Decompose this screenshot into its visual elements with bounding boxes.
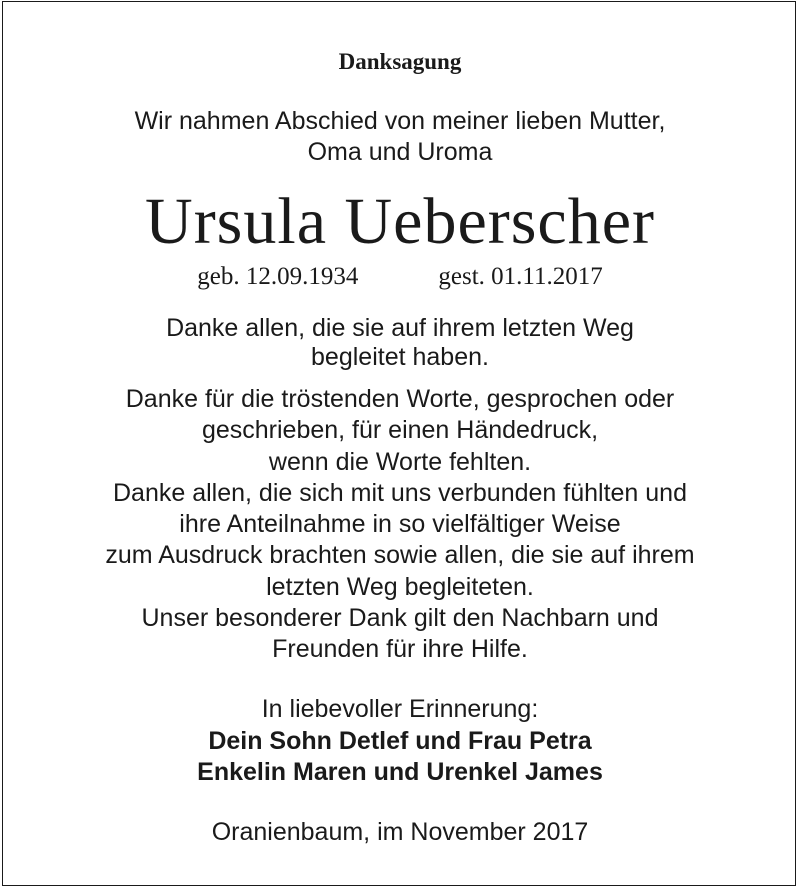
- life-dates: [0, 262, 800, 292]
- notice-heading: Danksagung: [338, 49, 462, 74]
- signatory-line-2: Enkelin Maren und Urenkel James: [197, 758, 603, 786]
- thanks-line-9: letzten Weg begleiteten.: [266, 573, 534, 601]
- remembrance-line: In liebevoller Erinnerung:: [261, 695, 539, 723]
- place-date: Oranienbaum, im November 2017: [211, 818, 589, 846]
- deceased-name: Ursula Ueberscher: [145, 185, 655, 258]
- death-date: gest. 01.11.2017: [438, 263, 603, 290]
- thanks-line-1: Danke allen, die sie auf ihrem letzten Weg: [166, 314, 634, 342]
- thanks-line-11: Freunden für ihre Hilfe.: [272, 635, 528, 663]
- intro-line-2: Oma und Uroma: [307, 138, 493, 166]
- birth-date: geb. 12.09.1934: [197, 263, 359, 290]
- thanks-line-8: zum Ausdruck brachten sowie allen, die sie auf ihrem: [105, 541, 695, 569]
- thanks-line-5: wenn die Worte fehlten.: [268, 448, 532, 476]
- intro-line-1: Wir nahmen Abschied von meiner lieben Mutter,: [134, 107, 666, 135]
- thanks-line-4: geschrieben, für einen Händedruck,: [201, 416, 599, 444]
- thanks-line-6: Danke allen, die sich mit uns verbunden fühlten und: [113, 479, 687, 507]
- signatory-line-1: Dein Sohn Detlef und Frau Petra: [208, 727, 592, 755]
- thanks-line-3: Danke für die tröstenden Worte, gesprochen oder: [125, 385, 675, 413]
- thanks-line-7: ihre Anteilnahme in so vielfältiger Weise: [179, 510, 621, 538]
- thanks-line-10: Unser besonderer Dank gilt den Nachbarn und: [141, 604, 659, 632]
- thanks-line-2: begleitet haben.: [311, 343, 489, 371]
